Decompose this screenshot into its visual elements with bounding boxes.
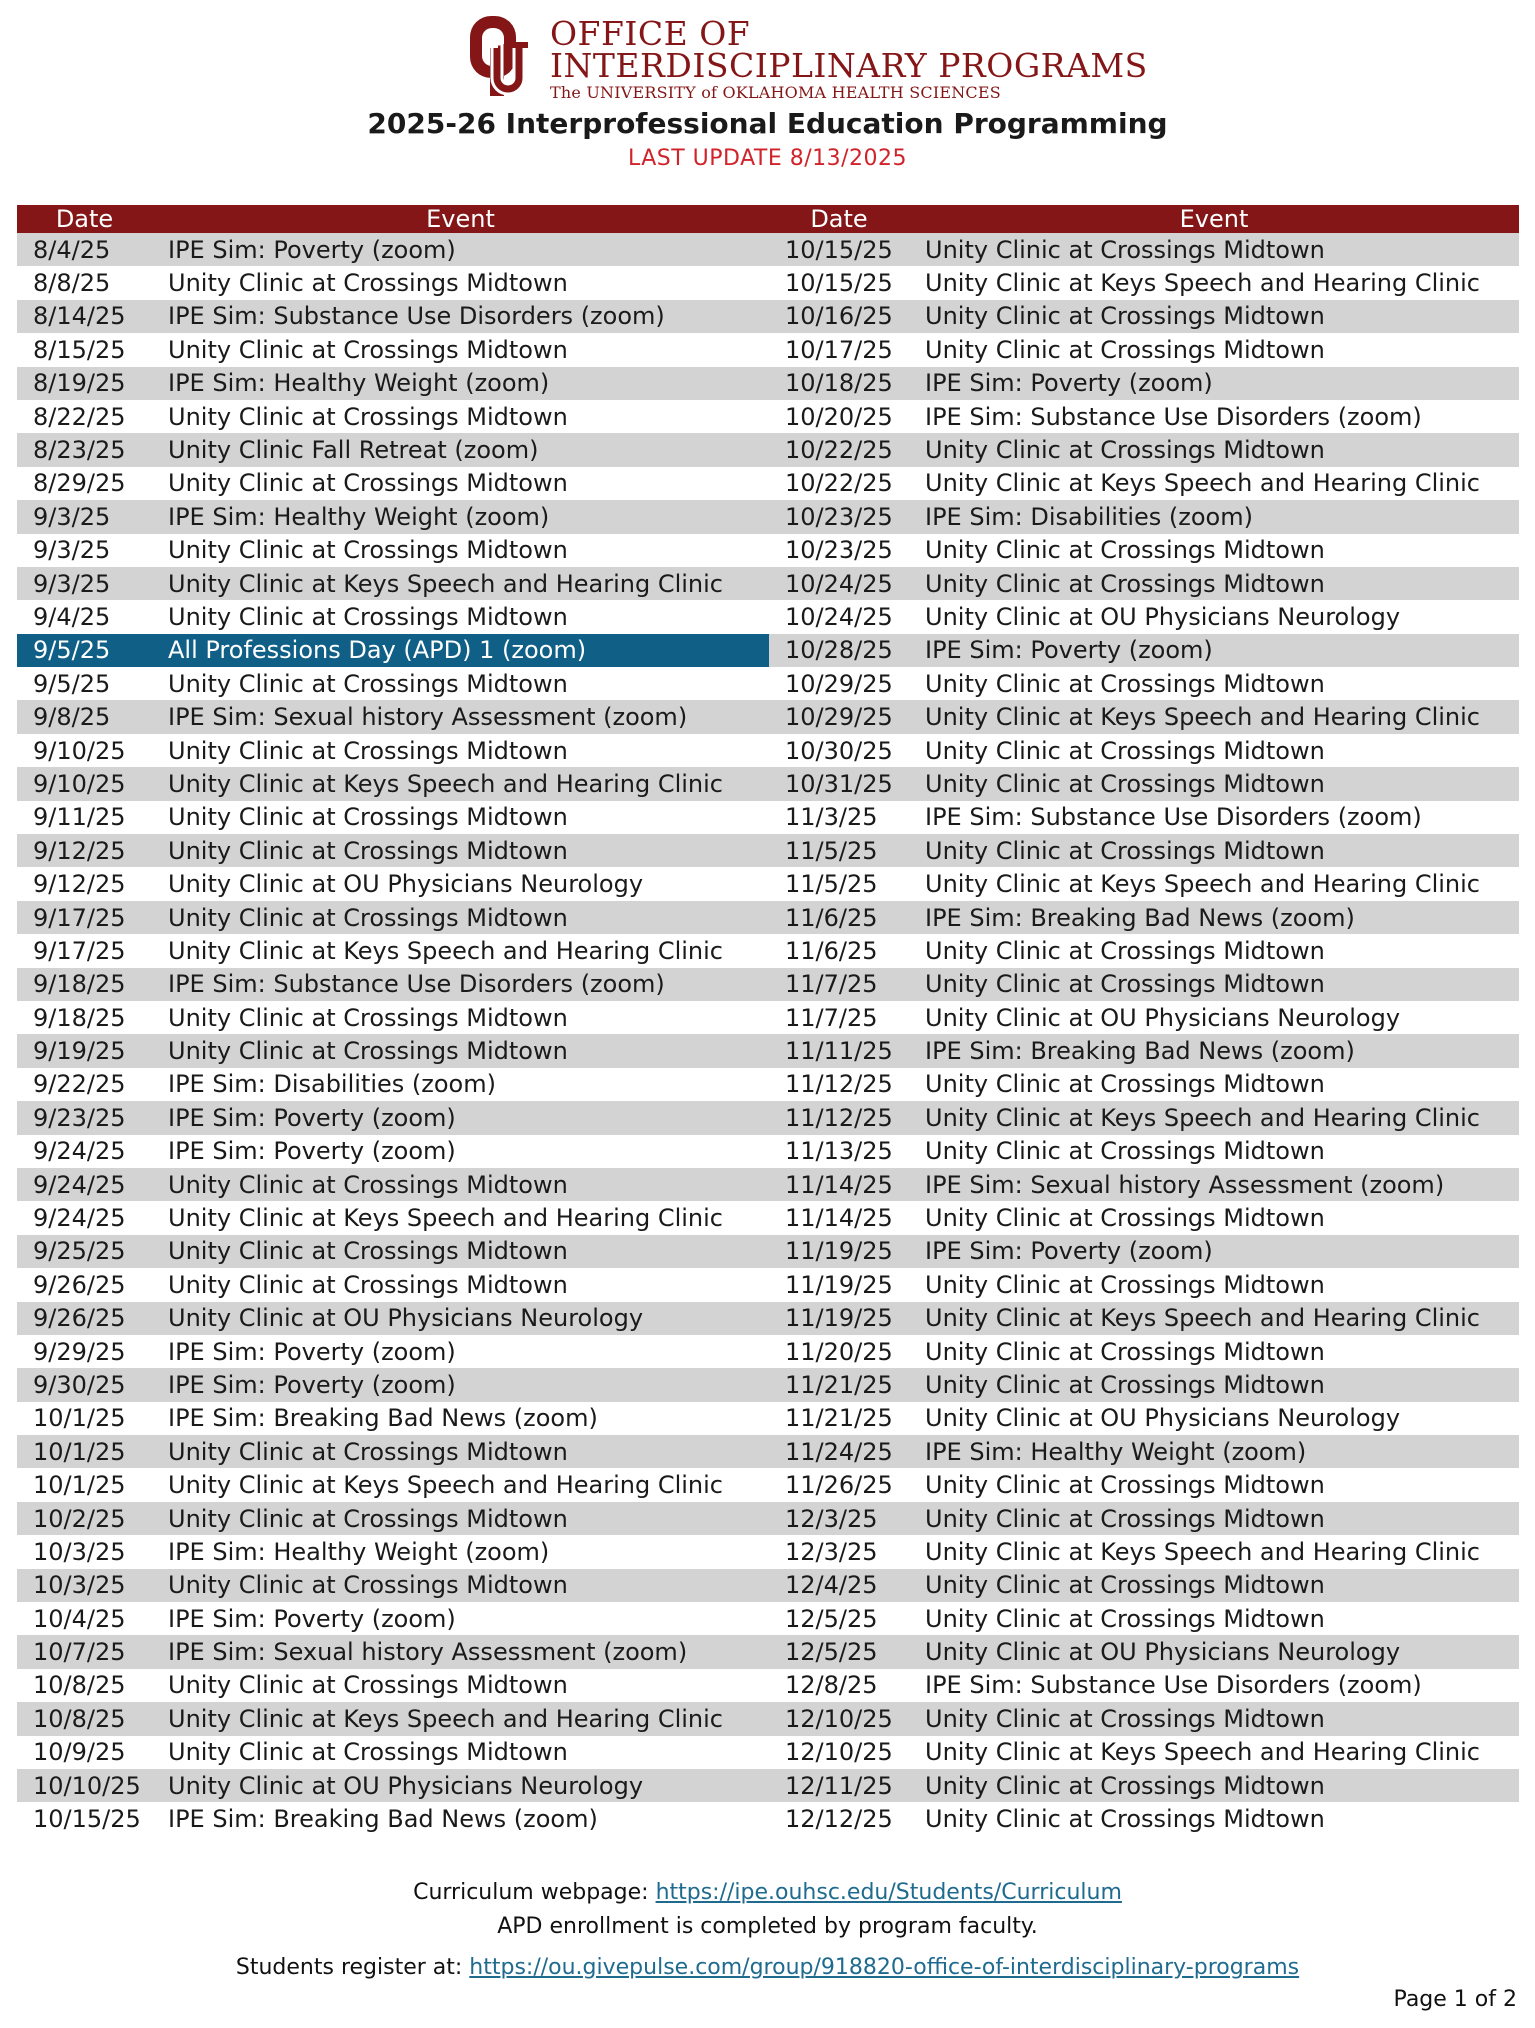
date-cell: 10/15/25 xyxy=(769,233,909,266)
date-cell: 9/18/25 xyxy=(33,1003,126,1032)
date-cell: 10/18/25 xyxy=(769,367,909,400)
date-cell: 9/3/25 xyxy=(33,536,111,565)
event-cell: IPE Sim: Healthy Weight (zoom) xyxy=(152,367,769,400)
event-cell: Unity Clinic at OU Physicians Neurology xyxy=(152,1769,769,1802)
date-cell: 10/7/25 xyxy=(17,1635,152,1668)
event-cell: Unity Clinic at Crossings Midtown xyxy=(152,1435,769,1468)
table-row xyxy=(17,567,1519,600)
date-cell: 11/5/25 xyxy=(785,870,878,899)
header-event-right: Event xyxy=(909,205,1519,233)
event-cell: Unity Clinic at Crossings Midtown xyxy=(909,1702,1519,1735)
event-cell: Unity Clinic at Keys Speech and Hearing Clinic xyxy=(152,567,769,600)
date-cell: 10/24/25 xyxy=(785,602,893,631)
date-cell: 8/15/25 xyxy=(33,335,126,364)
event-cell: IPE Sim: Poverty (zoom) xyxy=(152,233,769,266)
table-header-row xyxy=(17,205,1519,233)
event-cell: Unity Clinic at Keys Speech and Hearing Clinic xyxy=(925,1738,1480,1767)
table-row xyxy=(17,266,1519,299)
table-row xyxy=(17,1201,1519,1234)
date-cell: 11/14/25 xyxy=(785,1204,893,1233)
date-cell: 10/29/25 xyxy=(785,669,893,698)
event-cell: Unity Clinic at Crossings Midtown xyxy=(925,536,1325,565)
event-cell: Unity Clinic at Crossings Midtown xyxy=(168,669,568,698)
date-cell: 11/6/25 xyxy=(769,901,909,934)
date-cell: 10/1/25 xyxy=(33,1404,126,1433)
date-cell: 9/17/25 xyxy=(17,901,152,934)
date-cell: 12/5/25 xyxy=(785,1604,878,1633)
date-cell: 10/9/25 xyxy=(33,1738,126,1767)
event-cell: Unity Clinic at Crossings Midtown xyxy=(909,567,1519,600)
event-cell: Unity Clinic at Crossings Midtown xyxy=(152,901,769,934)
date-cell: 9/11/25 xyxy=(33,803,126,832)
event-cell: Unity Clinic at Crossings Midtown xyxy=(909,1769,1519,1802)
date-cell: 10/10/25 xyxy=(17,1769,152,1802)
date-cell: 8/8/25 xyxy=(33,269,111,298)
table-row xyxy=(17,467,1519,500)
table-row xyxy=(17,233,1519,266)
event-cell: Unity Clinic at Crossings Midtown xyxy=(152,1502,769,1535)
date-cell: 11/26/25 xyxy=(785,1471,893,1500)
date-cell: 9/3/25 xyxy=(17,500,152,533)
event-cell: Unity Clinic at Keys Speech and Hearing Clinic xyxy=(925,1537,1480,1566)
table-row xyxy=(17,934,1519,967)
table-row xyxy=(17,1435,1519,1468)
event-cell: Unity Clinic at Crossings Midtown xyxy=(909,433,1519,466)
date-cell: 11/19/25 xyxy=(769,1302,909,1335)
table-row xyxy=(17,500,1519,533)
date-cell: 9/10/25 xyxy=(33,736,126,765)
event-cell: All Professions Day (APD) 1 (zoom) xyxy=(152,634,769,667)
date-cell: 8/19/25 xyxy=(17,367,152,400)
event-cell: Unity Clinic at Keys Speech and Hearing Clinic xyxy=(925,469,1480,498)
date-cell: 9/19/25 xyxy=(17,1034,152,1067)
event-cell: Unity Clinic at Crossings Midtown xyxy=(925,335,1325,364)
event-cell: Unity Clinic at Keys Speech and Hearing Clinic xyxy=(168,1204,723,1233)
table-row xyxy=(17,1468,1519,1501)
date-cell: 10/8/25 xyxy=(33,1671,126,1700)
event-cell: Unity Clinic at Crossings Midtown xyxy=(925,1337,1325,1366)
date-cell: 12/10/25 xyxy=(785,1738,893,1767)
event-cell: Unity Clinic at Crossings Midtown xyxy=(925,1471,1325,1500)
event-cell: Unity Clinic at Crossings Midtown xyxy=(168,1270,568,1299)
date-cell: 11/5/25 xyxy=(769,834,909,867)
table-row xyxy=(17,1569,1519,1602)
table-row xyxy=(17,1135,1519,1168)
date-cell: 11/3/25 xyxy=(785,803,878,832)
table-row xyxy=(17,1302,1519,1335)
date-cell: 11/6/25 xyxy=(785,936,878,965)
event-cell: Unity Clinic at Crossings Midtown xyxy=(168,402,568,431)
date-cell: 10/22/25 xyxy=(769,433,909,466)
event-cell: IPE Sim: Substance Use Disorders (zoom) xyxy=(152,300,769,333)
event-cell: Unity Clinic Fall Retreat (zoom) xyxy=(152,433,769,466)
event-cell: Unity Clinic at Crossings Midtown xyxy=(168,536,568,565)
event-cell: Unity Clinic at Crossings Midtown xyxy=(925,736,1325,765)
table-row xyxy=(17,801,1519,834)
date-cell: 11/20/25 xyxy=(785,1337,893,1366)
org-name-line2: INTERDISCIPLINARY PROGRAMS xyxy=(550,46,1148,85)
event-cell: IPE Sim: Poverty (zoom) xyxy=(909,1235,1519,1268)
event-cell: Unity Clinic at Keys Speech and Hearing Clinic xyxy=(168,1471,723,1500)
table-row xyxy=(17,1235,1519,1268)
date-cell: 10/3/25 xyxy=(17,1569,152,1602)
event-cell: Unity Clinic at Crossings Midtown xyxy=(152,834,769,867)
date-cell: 10/23/25 xyxy=(769,500,909,533)
event-cell: Unity Clinic at Crossings Midtown xyxy=(925,936,1325,965)
date-cell: 11/21/25 xyxy=(769,1368,909,1401)
date-cell: 10/3/25 xyxy=(33,1537,126,1566)
curriculum-line xyxy=(0,1878,1535,1908)
page-header xyxy=(0,0,1535,180)
org-logo xyxy=(466,14,1148,104)
table-row xyxy=(17,1535,1519,1568)
header-date-left: Date xyxy=(17,205,152,233)
event-cell: Unity Clinic at Crossings Midtown xyxy=(168,1738,568,1767)
event-cell: Unity Clinic at Crossings Midtown xyxy=(168,602,568,631)
event-cell: Unity Clinic at Crossings Midtown xyxy=(152,1168,769,1201)
event-cell: Unity Clinic at Crossings Midtown xyxy=(925,1204,1325,1233)
date-cell: 11/24/25 xyxy=(769,1435,909,1468)
register-label: Students register at: xyxy=(235,1955,470,1980)
event-cell: IPE Sim: Poverty (zoom) xyxy=(909,367,1519,400)
page-title: 2025-26 Interprofessional Education Programming xyxy=(367,107,1168,140)
event-cell: IPE Sim: Breaking Bad News (zoom) xyxy=(168,1404,598,1433)
event-cell: Unity Clinic at OU Physicians Neurology xyxy=(909,1635,1519,1668)
event-cell: Unity Clinic at Keys Speech and Hearing Clinic xyxy=(909,1101,1519,1134)
date-cell: 10/24/25 xyxy=(769,567,909,600)
table-row xyxy=(17,1068,1519,1101)
date-cell: 10/22/25 xyxy=(785,469,893,498)
university-name: The UNIVERSITY of OKLAHOMA HEALTH SCIENCES xyxy=(550,83,1001,102)
event-cell: IPE Sim: Substance Use Disorders (zoom) xyxy=(152,968,769,1001)
table-row xyxy=(17,734,1519,767)
event-cell: Unity Clinic at Crossings Midtown xyxy=(925,1805,1325,1834)
date-cell: 9/3/25 xyxy=(17,567,152,600)
event-cell: Unity Clinic at OU Physicians Neurology xyxy=(168,870,644,899)
table-row xyxy=(17,300,1519,333)
table-row xyxy=(17,1268,1519,1301)
date-cell: 12/10/25 xyxy=(769,1702,909,1735)
event-cell: Unity Clinic at Crossings Midtown xyxy=(909,1502,1519,1535)
event-cell: Unity Clinic at Crossings Midtown xyxy=(909,233,1519,266)
table-row xyxy=(17,1502,1519,1535)
date-cell: 8/4/25 xyxy=(17,233,152,266)
event-cell: Unity Clinic at Crossings Midtown xyxy=(152,1034,769,1067)
event-cell: Unity Clinic at Crossings Midtown xyxy=(168,1671,568,1700)
event-cell: Unity Clinic at Crossings Midtown xyxy=(168,269,568,298)
date-cell: 9/22/25 xyxy=(33,1070,126,1099)
date-cell: 11/7/25 xyxy=(769,968,909,1001)
event-cell: Unity Clinic at Crossings Midtown xyxy=(909,968,1519,1001)
event-cell: Unity Clinic at Crossings Midtown xyxy=(152,1569,769,1602)
date-cell: 10/29/25 xyxy=(769,700,909,733)
date-cell: 9/4/25 xyxy=(33,602,111,631)
date-cell: 12/8/25 xyxy=(785,1671,878,1700)
event-cell: Unity Clinic at Crossings Midtown xyxy=(168,803,568,832)
event-cell: Unity Clinic at Crossings Midtown xyxy=(925,1070,1325,1099)
event-cell: Unity Clinic at OU Physicians Neurology xyxy=(925,1003,1401,1032)
event-cell: Unity Clinic at Crossings Midtown xyxy=(168,469,568,498)
event-cell: IPE Sim: Breaking Bad News (zoom) xyxy=(909,901,1519,934)
table-row xyxy=(17,968,1519,1001)
date-cell: 10/1/25 xyxy=(17,1435,152,1468)
date-cell: 10/15/25 xyxy=(785,269,893,298)
table-row xyxy=(17,834,1519,867)
event-cell: IPE Sim: Sexual history Assessment (zoom) xyxy=(152,1635,769,1668)
register-line xyxy=(0,1953,1535,1983)
date-cell: 12/3/25 xyxy=(785,1537,878,1566)
date-cell: 10/8/25 xyxy=(17,1702,152,1735)
event-cell: Unity Clinic at Crossings Midtown xyxy=(909,1368,1519,1401)
table-row xyxy=(17,1669,1519,1702)
event-cell: Unity Clinic at Keys Speech and Hearing Clinic xyxy=(152,1702,769,1735)
date-cell: 8/22/25 xyxy=(33,402,126,431)
event-cell: IPE Sim: Poverty (zoom) xyxy=(152,1101,769,1134)
table-row xyxy=(17,400,1519,433)
table-row xyxy=(17,1335,1519,1368)
date-cell: 9/24/25 xyxy=(33,1204,126,1233)
date-cell: 9/8/25 xyxy=(17,700,152,733)
date-cell: 10/28/25 xyxy=(769,634,909,667)
date-cell: 9/10/25 xyxy=(17,767,152,800)
date-cell: 9/24/25 xyxy=(17,1168,152,1201)
table-row xyxy=(17,534,1519,567)
date-cell: 10/15/25 xyxy=(33,1805,141,1834)
date-cell: 11/7/25 xyxy=(785,1003,878,1032)
event-cell: Unity Clinic at Crossings Midtown xyxy=(168,335,568,364)
date-cell: 10/20/25 xyxy=(785,402,893,431)
event-cell: Unity Clinic at Crossings Midtown xyxy=(925,669,1325,698)
date-cell: 10/17/25 xyxy=(785,335,893,364)
date-cell: 11/13/25 xyxy=(785,1137,893,1166)
date-cell: 11/19/25 xyxy=(769,1235,909,1268)
date-cell: 10/31/25 xyxy=(769,767,909,800)
date-cell: 12/5/25 xyxy=(769,1635,909,1668)
date-cell: 10/16/25 xyxy=(769,300,909,333)
event-cell: Unity Clinic at Keys Speech and Hearing Clinic xyxy=(168,936,723,965)
event-cell: IPE Sim: Healthy Weight (zoom) xyxy=(909,1435,1519,1468)
event-cell: Unity Clinic at Crossings Midtown xyxy=(152,1235,769,1268)
date-cell: 9/30/25 xyxy=(17,1368,152,1401)
date-cell: 9/29/25 xyxy=(33,1337,126,1366)
event-cell: Unity Clinic at Crossings Midtown xyxy=(909,300,1519,333)
ou-logo-icon xyxy=(466,14,546,100)
date-cell: 9/5/25 xyxy=(33,669,111,698)
table-row xyxy=(17,1802,1519,1835)
event-cell: Unity Clinic at Keys Speech and Hearing Clinic xyxy=(152,767,769,800)
event-cell: IPE Sim: Substance Use Disorders (zoom) xyxy=(925,803,1422,832)
date-cell: 10/1/25 xyxy=(33,1471,126,1500)
table-row xyxy=(17,1101,1519,1134)
date-cell: 8/23/25 xyxy=(17,433,152,466)
event-cell: Unity Clinic at Crossings Midtown xyxy=(168,1003,568,1032)
date-cell: 12/4/25 xyxy=(769,1569,909,1602)
register-link[interactable]: https://ou.givepulse.com/group/918820-office-of-interdisciplinary-programs xyxy=(469,1955,1300,1980)
table-row xyxy=(17,1368,1519,1401)
header-date-right: Date xyxy=(769,205,909,233)
date-cell: 11/12/25 xyxy=(785,1070,893,1099)
curriculum-link[interactable]: https://ipe.ouhsc.edu/Students/Curriculum xyxy=(655,1880,1122,1905)
event-cell: Unity Clinic at Crossings Midtown xyxy=(925,1604,1325,1633)
table-row xyxy=(17,1034,1519,1067)
date-cell: 9/23/25 xyxy=(17,1101,152,1134)
last-update: LAST UPDATE 8/13/2025 xyxy=(627,146,908,171)
date-cell: 9/26/25 xyxy=(33,1270,126,1299)
event-cell: Unity Clinic at Keys Speech and Hearing Clinic xyxy=(925,269,1480,298)
date-cell: 11/14/25 xyxy=(769,1168,909,1201)
event-cell: IPE Sim: Healthy Weight (zoom) xyxy=(152,500,769,533)
event-cell: IPE Sim: Poverty (zoom) xyxy=(168,1604,456,1633)
schedule-table xyxy=(17,205,1519,1836)
event-cell: IPE Sim: Poverty (zoom) xyxy=(152,1368,769,1401)
date-cell: 11/21/25 xyxy=(785,1404,893,1433)
event-cell: Unity Clinic at Keys Speech and Hearing Clinic xyxy=(909,700,1519,733)
table-row xyxy=(17,634,1519,667)
table-row xyxy=(17,600,1519,633)
table-row xyxy=(17,1168,1519,1201)
date-cell: 12/3/25 xyxy=(769,1502,909,1535)
event-cell: Unity Clinic at Crossings Midtown xyxy=(909,767,1519,800)
event-cell: IPE Sim: Poverty (zoom) xyxy=(168,1137,456,1166)
event-cell: Unity Clinic at Keys Speech and Hearing Clinic xyxy=(925,870,1480,899)
table-row xyxy=(17,1702,1519,1735)
event-cell: Unity Clinic at OU Physicians Neurology xyxy=(925,1404,1401,1433)
event-cell: IPE Sim: Breaking Bad News (zoom) xyxy=(909,1034,1519,1067)
event-cell: Unity Clinic at Crossings Midtown xyxy=(925,1137,1325,1166)
event-cell: Unity Clinic at Keys Speech and Hearing Clinic xyxy=(909,1302,1519,1335)
date-cell: 8/29/25 xyxy=(33,469,126,498)
event-cell: IPE Sim: Sexual history Assessment (zoom) xyxy=(909,1168,1519,1201)
date-cell: 10/30/25 xyxy=(785,736,893,765)
date-cell: 9/17/25 xyxy=(33,936,126,965)
table-row xyxy=(17,767,1519,800)
date-cell: 9/24/25 xyxy=(33,1137,126,1166)
event-cell: IPE Sim: Breaking Bad News (zoom) xyxy=(168,1805,598,1834)
header-event-left: Event xyxy=(152,205,769,233)
event-cell: Unity Clinic at OU Physicians Neurology xyxy=(152,1302,769,1335)
table-row xyxy=(17,1769,1519,1802)
table-row xyxy=(17,700,1519,733)
table-row xyxy=(17,1736,1519,1769)
date-cell: 10/4/25 xyxy=(33,1604,126,1633)
event-cell: Unity Clinic at Crossings Midtown xyxy=(925,1270,1325,1299)
date-cell: 8/14/25 xyxy=(17,300,152,333)
table-row xyxy=(17,1635,1519,1668)
date-cell: 12/12/25 xyxy=(785,1805,893,1834)
curriculum-label: Curriculum webpage: xyxy=(413,1880,656,1905)
table-row xyxy=(17,367,1519,400)
page-number: Page 1 of 2 xyxy=(1393,1987,1517,2012)
event-cell: Unity Clinic at Crossings Midtown xyxy=(909,1569,1519,1602)
event-cell: IPE Sim: Poverty (zoom) xyxy=(168,1337,456,1366)
date-cell: 11/11/25 xyxy=(769,1034,909,1067)
event-cell: IPE Sim: Disabilities (zoom) xyxy=(909,500,1519,533)
org-name-line1: OFFICE OF xyxy=(550,14,751,53)
date-cell: 9/12/25 xyxy=(17,834,152,867)
event-cell: IPE Sim: Substance Use Disorders (zoom) xyxy=(925,402,1422,431)
date-cell: 9/25/25 xyxy=(17,1235,152,1268)
table-row xyxy=(17,901,1519,934)
table-row xyxy=(17,1001,1519,1034)
date-cell: 11/12/25 xyxy=(769,1101,909,1134)
table-row xyxy=(17,867,1519,900)
table-row xyxy=(17,433,1519,466)
event-cell: Unity Clinic at OU Physicians Neurology xyxy=(925,602,1401,631)
event-cell: IPE Sim: Disabilities (zoom) xyxy=(168,1070,496,1099)
table-row xyxy=(17,1602,1519,1635)
date-cell: 12/11/25 xyxy=(769,1769,909,1802)
date-cell: 9/5/25 xyxy=(17,634,152,667)
table-row xyxy=(17,1402,1519,1435)
event-cell: Unity Clinic at Crossings Midtown xyxy=(168,736,568,765)
event-cell: IPE Sim: Poverty (zoom) xyxy=(909,634,1519,667)
event-cell: Unity Clinic at Crossings Midtown xyxy=(909,834,1519,867)
event-cell: IPE Sim: Sexual history Assessment (zoom) xyxy=(152,700,769,733)
date-cell: 10/2/25 xyxy=(17,1502,152,1535)
table-row xyxy=(17,333,1519,366)
schedule-body xyxy=(17,233,1519,1836)
table-row xyxy=(17,667,1519,700)
date-cell: 10/23/25 xyxy=(785,536,893,565)
date-cell: 9/12/25 xyxy=(33,870,126,899)
event-cell: IPE Sim: Healthy Weight (zoom) xyxy=(168,1537,550,1566)
event-cell: IPE Sim: Substance Use Disorders (zoom) xyxy=(925,1671,1422,1700)
date-cell: 11/19/25 xyxy=(785,1270,893,1299)
date-cell: 9/18/25 xyxy=(17,968,152,1001)
apd-note: APD enrollment is completed by program faculty. xyxy=(497,1914,1038,1939)
date-cell: 9/26/25 xyxy=(17,1302,152,1335)
